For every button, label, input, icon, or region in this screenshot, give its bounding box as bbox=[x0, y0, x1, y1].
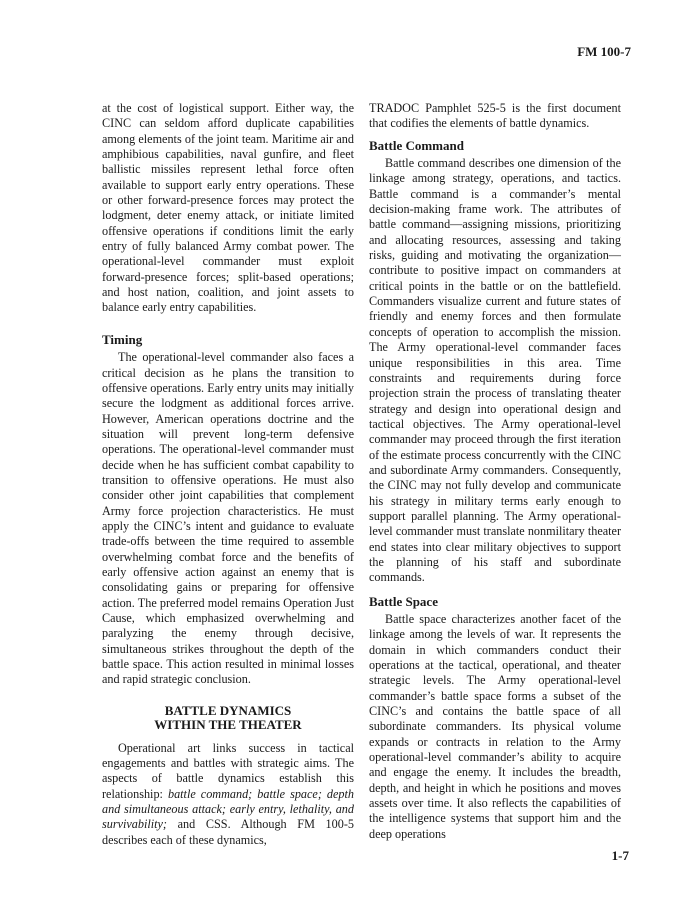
battle-space-heading: Battle Space bbox=[369, 593, 438, 609]
intro-paragraph: at the cost of logistical support. Either way, the CINC can seldom afford duplicate capabilities among elements of the joint team. Maritime air and amphibious capabilities, naval gunfire, and fleet ballistic missiles represent lethal force often available to support early entry operations. These or other forward-presence forces may protect the lodgment, deter enemy attack, or initiate limited offensive operations if conditions limit the early entry of fully balanced Army combat power. The operational-level commander must exploit forward-presence forces; split-based operations; and host nation, coalition, and joint assets to balance early entry capabilities. bbox=[102, 101, 354, 315]
section-heading-line2: WITHIN THE THEATER bbox=[154, 717, 302, 733]
right-column bbox=[369, 101, 621, 842]
section-heading-line1: BATTLE DYNAMICS bbox=[164, 702, 292, 718]
battle-command-heading: Battle Command bbox=[369, 137, 464, 153]
continued-paragraph: TRADOC Pamphlet 525-5 is the first document that codifies the elements of battle dynamics. bbox=[369, 101, 621, 131]
section-heading bbox=[102, 704, 354, 733]
timing-heading: Timing bbox=[102, 331, 143, 347]
dynamics-text-end: CSS. Although FM 100-5 describes each of these dynamics, bbox=[102, 817, 354, 847]
dynamics-text-and: and bbox=[166, 817, 206, 832]
battle-dynamics-paragraph bbox=[102, 741, 354, 848]
timing-paragraph: The operational-level commander also faces a critical decision as he plans the transition to offensive operations. Early entry units may initially secure the lodgment as additional forces arrive. However, American operations doctrine and the situation will prevent long-term defensive operations. The operational-level commander must decide when he has sufficient combat capability to transition to offensive operations. He must also consider other joint capabilities that complement Army force projection characteristics. He must apply the CINC’s intent and guidance to evaluate trade-offs between the time required to assemble overwhelming combat force and the benefits of early offensive action against an enemy that is consolidating gains or preparing for offensive action. The preferred model remains Operation Just Cause, which emphasized overwhelming and paralyzing the enemy through decisive, simultaneous strikes throughout the depth of the battle space. This action resulted in minimal losses and rapid strategic conclusion. bbox=[102, 350, 354, 687]
page-number: 1-7 bbox=[611, 848, 629, 863]
left-column bbox=[102, 101, 354, 848]
battle-command-paragraph: Battle command describes one dimension of the linkage among strategy, operations, and tactics. Battle command is a commander’s mental decision-making frame work. The attributes of battle command—assigning missions, prioritizing and allocating resources, assessing and taking risks, guiding and motivating the organization—contribute to positive impact on commanders at critical points in the battle or on the battlefield. Commanders visualize current and future states of friendly and enemy forces and then formulate concepts of operation to accomplish the mission. The Army operational-level commander faces unique responsibilities in this area. Time constraints and requirements during force projection strain the process of translating theater strategy and design into operational design and tactical objectives. The Army operational-level commander may proceed through the first iteration of the estimate process concurrently with the CINC and subordinate Army commanders. Consequently, the CINC may not fully develop and communicate his strategy in military terms early enough to support parallel planning. The Army operational-level commander must translate nonmilitary theater end states into clear military objectives to support the planning of his staff and subordinate commands. bbox=[369, 156, 621, 585]
battle-space-paragraph: Battle space characterizes another facet of the linkage among the levels of war. It represents the domain in which commanders conduct their operations at the tactical, operational, and theater strategic levels. The Army operational-level commander’s battle space forms a subset of the CINC’s and contains the battle space of all subordinate commanders. Its physical volume expands or contracts in relation to the Army operational-level commander’s ability to acquire and engage the enemy. It includes the breadth, depth, and height in which he positions and moves assets over time. It also reflects the capabilities of the intelligence systems that support him and the deep operations bbox=[369, 612, 621, 841]
dynamics-text-start: Operational art links success in tactical engagements and battles with strategic aims. The aspects of battle dynamics establish this relationship: bbox=[102, 740, 354, 801]
dynamics-text-italic: battle command; battle space; depth and simultaneous attack; early entry, lethality, and survivability; bbox=[102, 786, 354, 832]
page-header-doc-id: FM 100-7 bbox=[577, 44, 631, 59]
